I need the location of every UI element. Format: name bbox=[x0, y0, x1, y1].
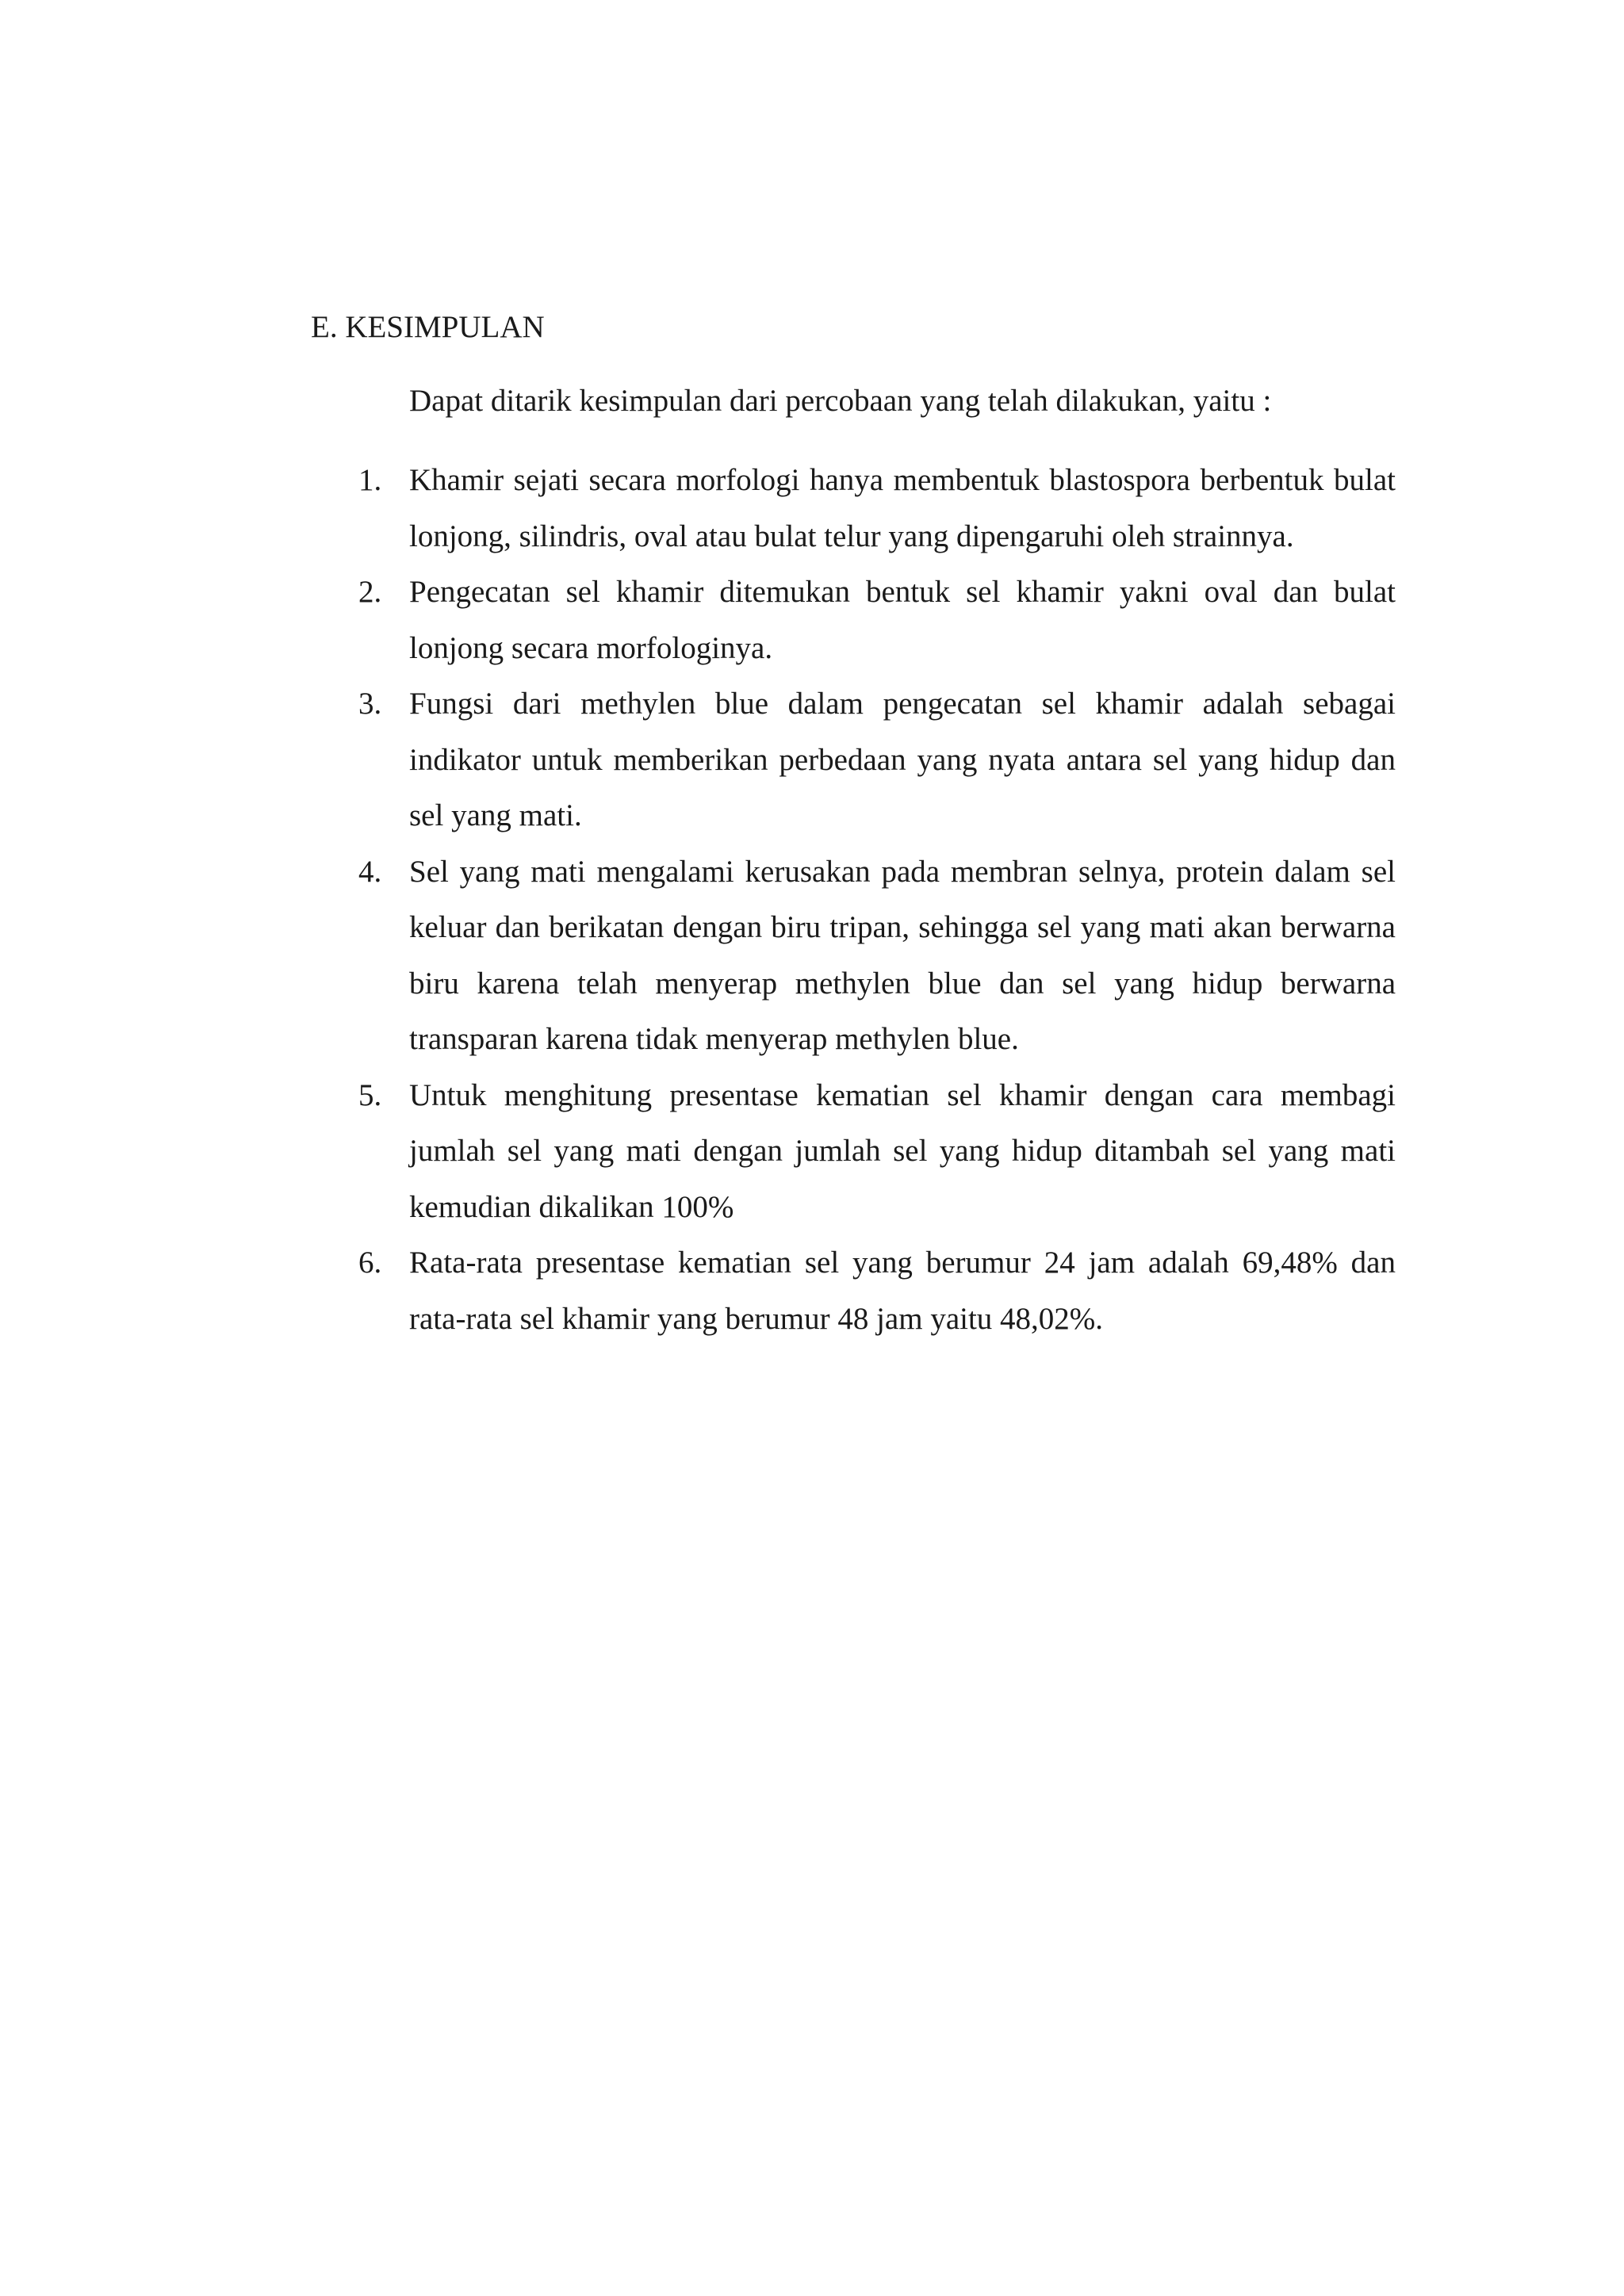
list-item-number: 2. bbox=[358, 575, 382, 609]
list-item bbox=[358, 1235, 1396, 1347]
list-item-number: 3. bbox=[358, 687, 382, 721]
list-item-text: Fungsi dari methylen blue dalam pengecatan sel khamir adalah sebagai indikator untuk memberikan perbedaan yang nyata antara sel yang hidup dan sel yang mati. bbox=[409, 687, 1396, 832]
list-item-number: 1. bbox=[358, 463, 382, 497]
section-heading: E. KESIMPULAN bbox=[311, 310, 545, 344]
intro-paragraph: Dapat ditarik kesimpulan dari percobaan yang telah dilakukan, yaitu : bbox=[409, 384, 1272, 418]
list-item-text: Untuk menghitung presentase kematian sel khamir dengan cara membagi jumlah sel yang mati dengan jumlah sel yang hidup ditambah sel yang mati kemudian dikalikan 100% bbox=[409, 1077, 1396, 1224]
conclusion-list bbox=[358, 453, 1396, 1347]
list-item bbox=[358, 676, 1396, 844]
list-item bbox=[358, 453, 1396, 564]
list-item-text: Sel yang mati mengalami kerusakan pada membran selnya, protein dalam sel keluar dan berikatan dengan biru tripan, sehingga sel yang mati akan berwarna biru karena telah menyerap methylen blue dan sel yang hidup berwarna transparan karena tidak menyerap methylen blue. bbox=[409, 854, 1396, 1056]
list-item bbox=[358, 564, 1396, 676]
list-item-number: 4. bbox=[358, 854, 382, 889]
list-item bbox=[358, 1068, 1396, 1236]
list-item-number: 5. bbox=[358, 1077, 382, 1112]
list-item bbox=[358, 844, 1396, 1068]
list-item-text: Rata-rata presentase kematian sel yang berumur 24 jam adalah 69,48% dan rata-rata sel khamir yang berumur 48 jam yaitu 48,02%. bbox=[409, 1246, 1396, 1336]
list-item-number: 6. bbox=[358, 1246, 382, 1280]
list-item-text: Khamir sejati secara morfologi hanya membentuk blastospora berbentuk bulat lonjong, silindris, oval atau bulat telur yang dipengaruhi oleh strainnya. bbox=[409, 463, 1396, 553]
list-item-text: Pengecatan sel khamir ditemukan bentuk sel khamir yakni oval dan bulat lonjong secara morfologinya. bbox=[409, 575, 1396, 665]
